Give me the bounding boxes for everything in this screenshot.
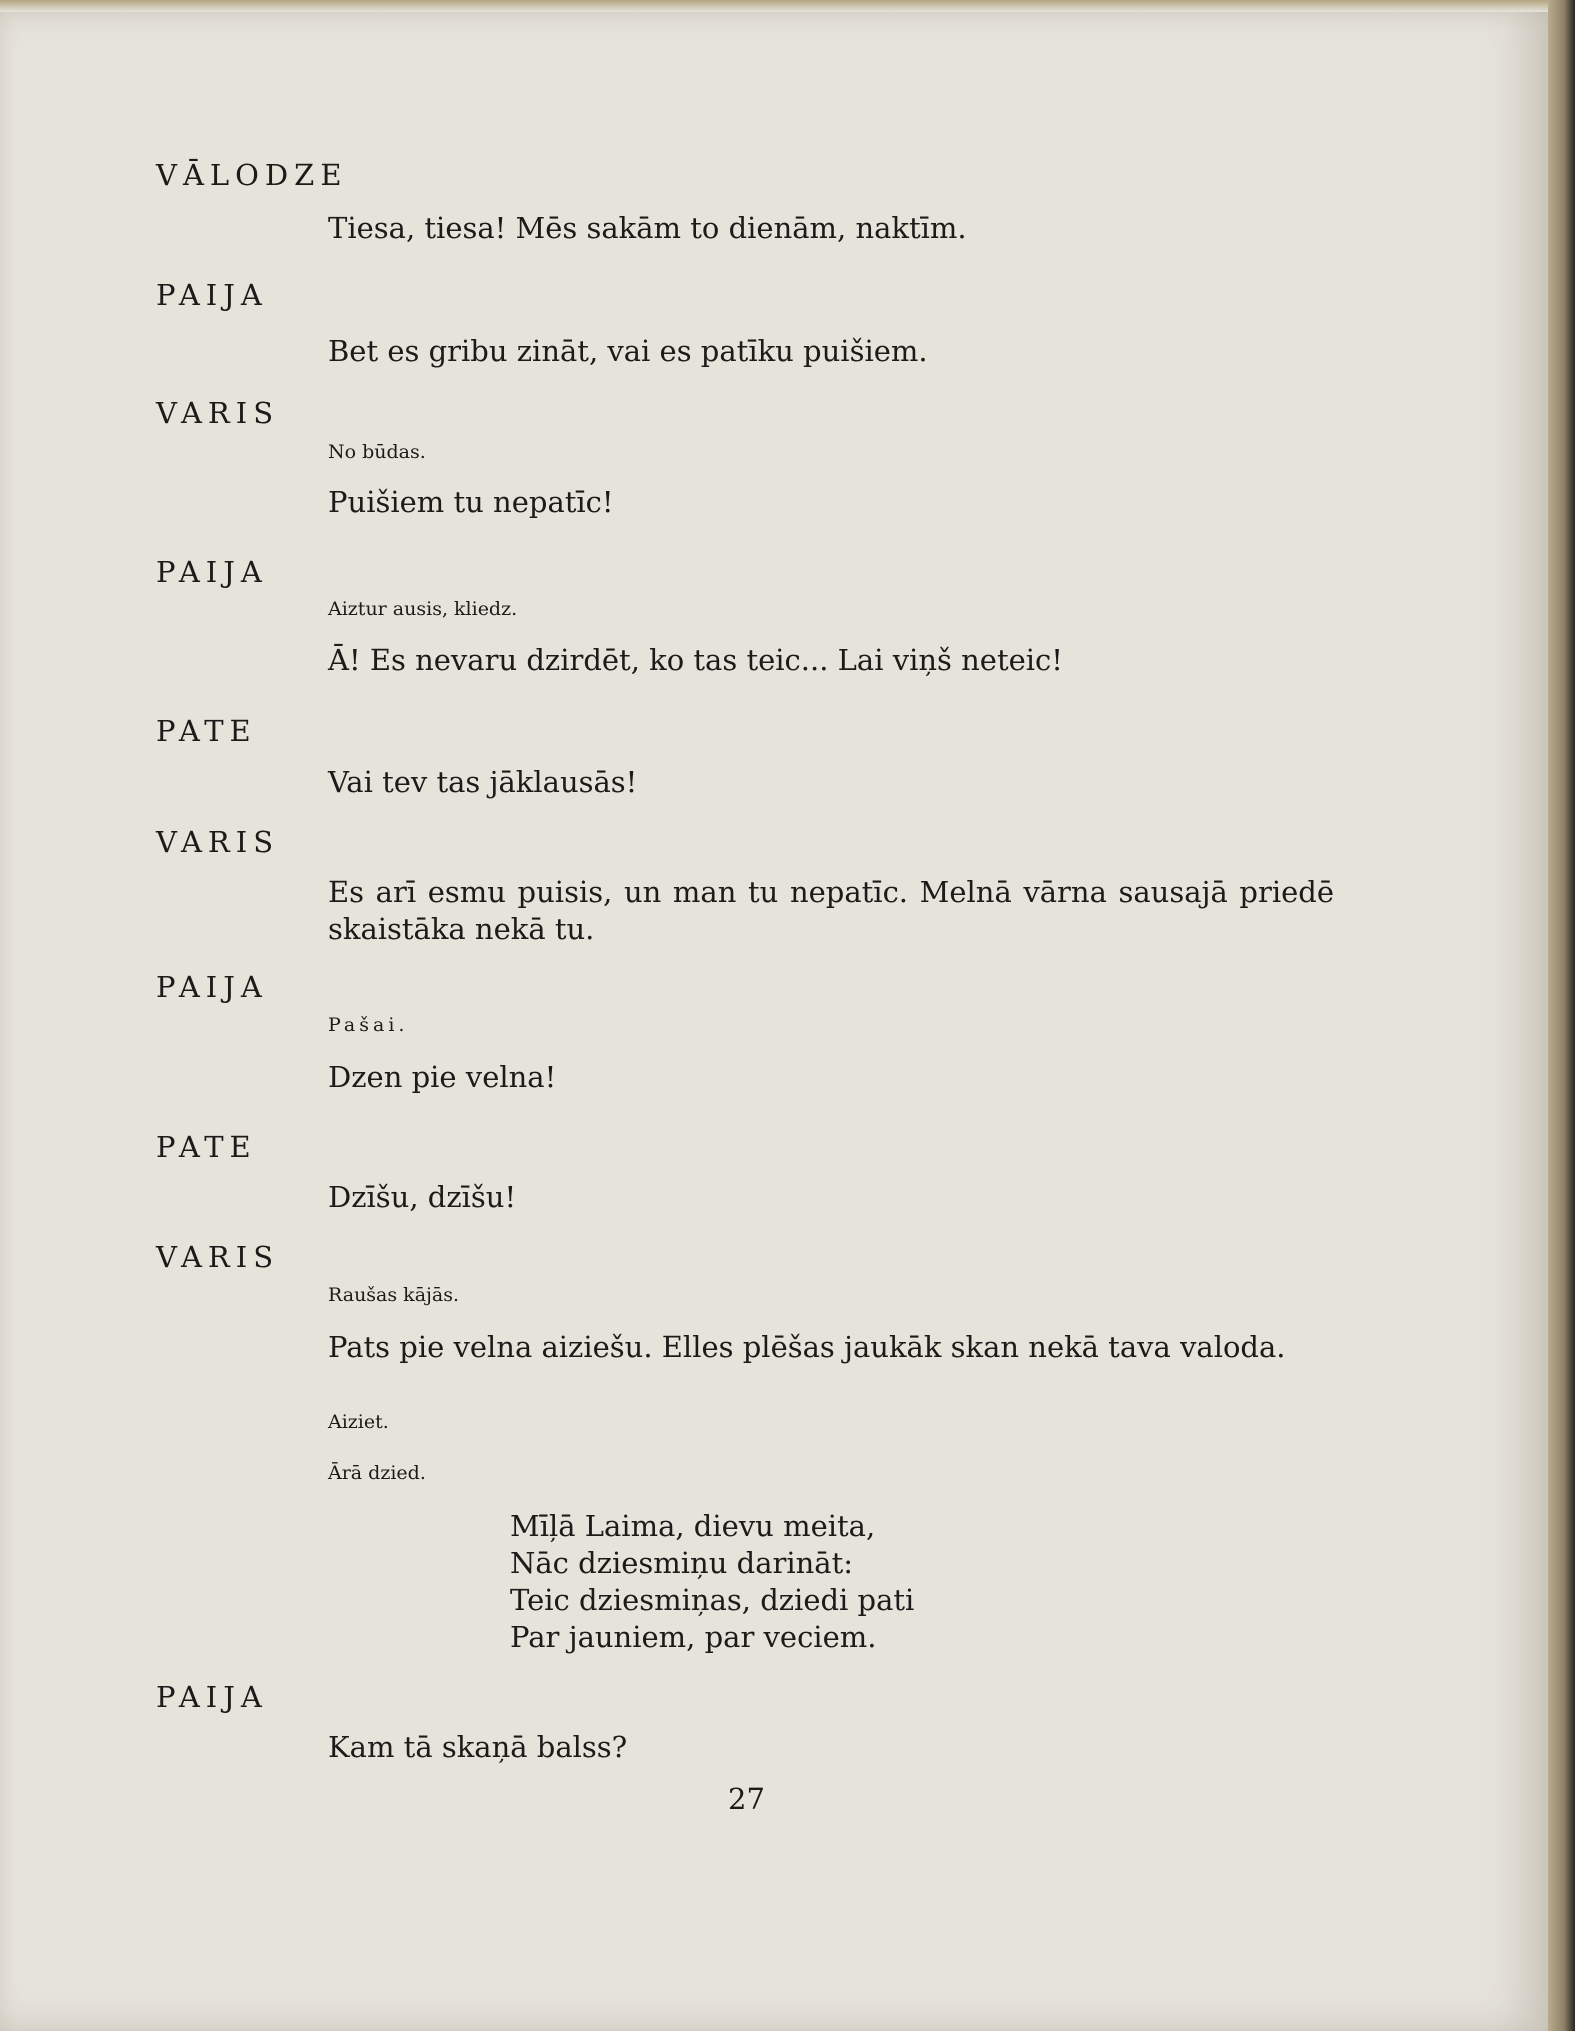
speaker-varis: VARIS [156,825,280,859]
page-top-stain [0,0,1555,12]
song-verse-line: Par jauniem, par veciem. [510,1620,877,1654]
stage-direction: Ārā dzied. [328,1462,426,1484]
stage-direction: Aiztur ausis, kliedz. [328,598,518,620]
speaker-paija: PAIJA [156,1680,268,1714]
stage-direction: No būdas. [328,441,426,463]
speaker-pate: PATE [156,1130,257,1164]
page-number: 27 [728,1782,765,1816]
dialogue-line: Tiesa, tiesa! Mēs sakām to dienām, naktīm. [328,211,967,245]
dialogue-line: Dzen pie velna! [328,1060,557,1094]
song-verse-line: Teic dziesmiņas, dziedi pati [510,1583,915,1617]
speaker-varis: VARIS [156,1240,280,1274]
dialogue-line: Pats pie velna aiziešu. Elles plēšas jaukāk skan nekā tava valoda. [328,1330,1286,1364]
stage-direction: Pašai. [328,1014,409,1036]
page-edge-shadow [1548,0,1575,2031]
speaker-pate: PATE [156,714,257,748]
dialogue-line: Bet es gribu zināt, vai es patīku puišiem. [328,334,928,368]
dialogue-line: Es arī esmu puisis, un man tu nepatīc. Melnā vārna sausajā priedē skaistāka nekā tu. [328,875,1334,946]
dialogue-line: Kam tā skaņā balss? [328,1730,628,1764]
song-verse-line: Mīļā Laima, dievu meita, [510,1509,876,1543]
dialogue-line: Puišiem tu nepatīc! [328,485,614,519]
speaker-paija: PAIJA [156,278,268,312]
speaker-paija: PAIJA [156,555,268,589]
song-verse-line: Nāc dziesmiņu darināt: [510,1546,854,1580]
speaker-paija: PAIJA [156,970,268,1004]
dialogue-line: Ā! Es nevaru dzirdēt, ko tas teic... Lai viņš neteic! [328,643,1063,677]
speaker-varis: VARIS [156,396,280,430]
dialogue-line: Dzīšu, dzīšu! [328,1180,517,1214]
stage-direction: Aiziet. [328,1411,389,1433]
dialogue-line: Vai tev tas jāklausās! [328,765,638,799]
stage-direction: Raušas kājās. [328,1284,460,1306]
speaker-valodze: VĀLODZE [156,158,348,192]
